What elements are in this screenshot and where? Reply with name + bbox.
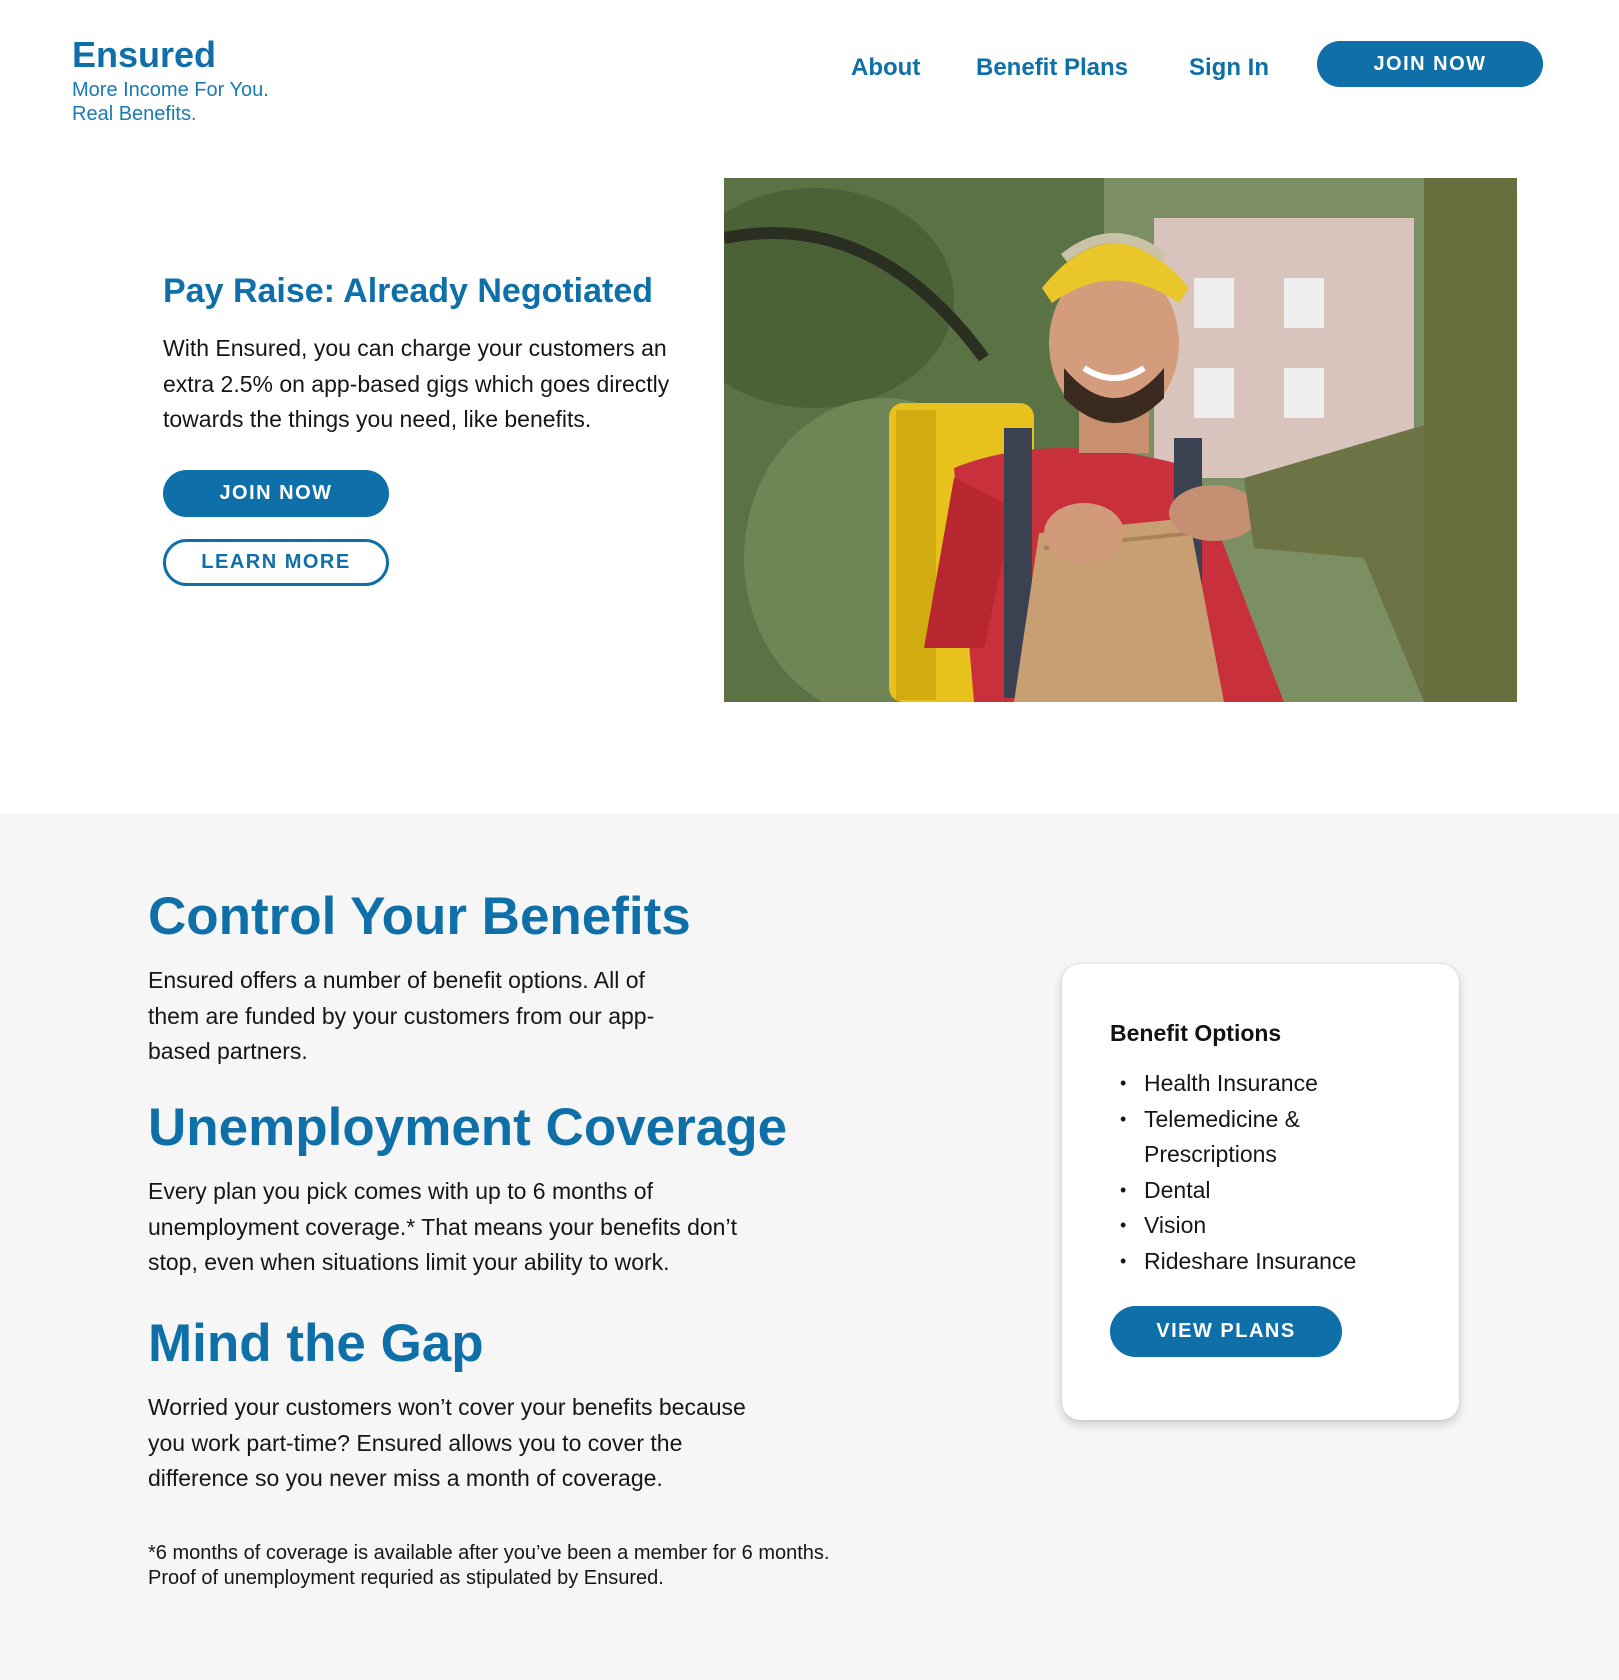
tagline-line-1: More Income For You. [72,79,269,101]
unemployment-coverage-heading: Unemployment Coverage [148,1098,788,1157]
nav-about-link[interactable]: About [851,54,921,81]
tagline-line-2: Real Benefits. [72,103,197,125]
footnote-line-1: *6 months of coverage is available after you’ve been a member for 6 months. [148,1542,830,1564]
benefit-options-list [1110,1066,1430,1279]
unemployment-coverage-body: Every plan you pick comes with up to 6 months of unemployment coverage.* That means your benefits don’t stop, even when situations limit your ability to work. [148,1178,737,1275]
hero-delivery-photo [724,178,1517,702]
mind-the-gap-heading: Mind the Gap [148,1314,484,1373]
view-plans-button[interactable]: VIEW PLANS [1110,1306,1342,1357]
benefit-option-item: • Health Insurance [1110,1066,1430,1102]
learn-more-button[interactable]: LEARN MORE [163,539,389,586]
benefit-option-item: • Vision [1110,1208,1430,1244]
nav-sign-in-link[interactable]: Sign In [1189,54,1269,81]
footnote-line-2: Proof of unemployment requried as stipulated by Ensured. [148,1567,664,1589]
hero-body: With Ensured, you can charge your customers an extra 2.5% on app-based gigs which goes directly towards the things you need, like benefits. [163,335,670,432]
coverage-footnote [148,1541,908,1591]
brand-tagline [72,78,269,126]
brand-logo[interactable]: Ensured [72,34,217,75]
benefit-options-title: Benefit Options [1110,1020,1282,1046]
control-benefits-heading: Control Your Benefits [148,887,691,946]
hero-join-now-button[interactable]: JOIN NOW [163,470,389,517]
hero-title: Pay Raise: Already Negotiated [163,272,654,310]
nav-benefit-plans-link[interactable]: Benefit Plans [976,54,1129,81]
mind-the-gap-body: Worried your customers won’t cover your benefits because you work part-time? Ensured allows you to cover the difference so you never miss a month of coverage. [148,1394,746,1491]
benefit-option-item: • Rideshare Insurance [1110,1244,1430,1280]
benefit-options-card [1062,964,1459,1420]
delivery-courier-illustration [724,178,1517,702]
benefit-option-item: • Telemedicine & Prescriptions [1110,1102,1430,1173]
control-benefits-body: Ensured offers a number of benefit options. All of them are funded by your customers from our app-based partners. [148,967,655,1064]
header-join-now-button[interactable]: JOIN NOW [1317,41,1543,87]
benefit-option-item: • Dental [1110,1173,1430,1209]
